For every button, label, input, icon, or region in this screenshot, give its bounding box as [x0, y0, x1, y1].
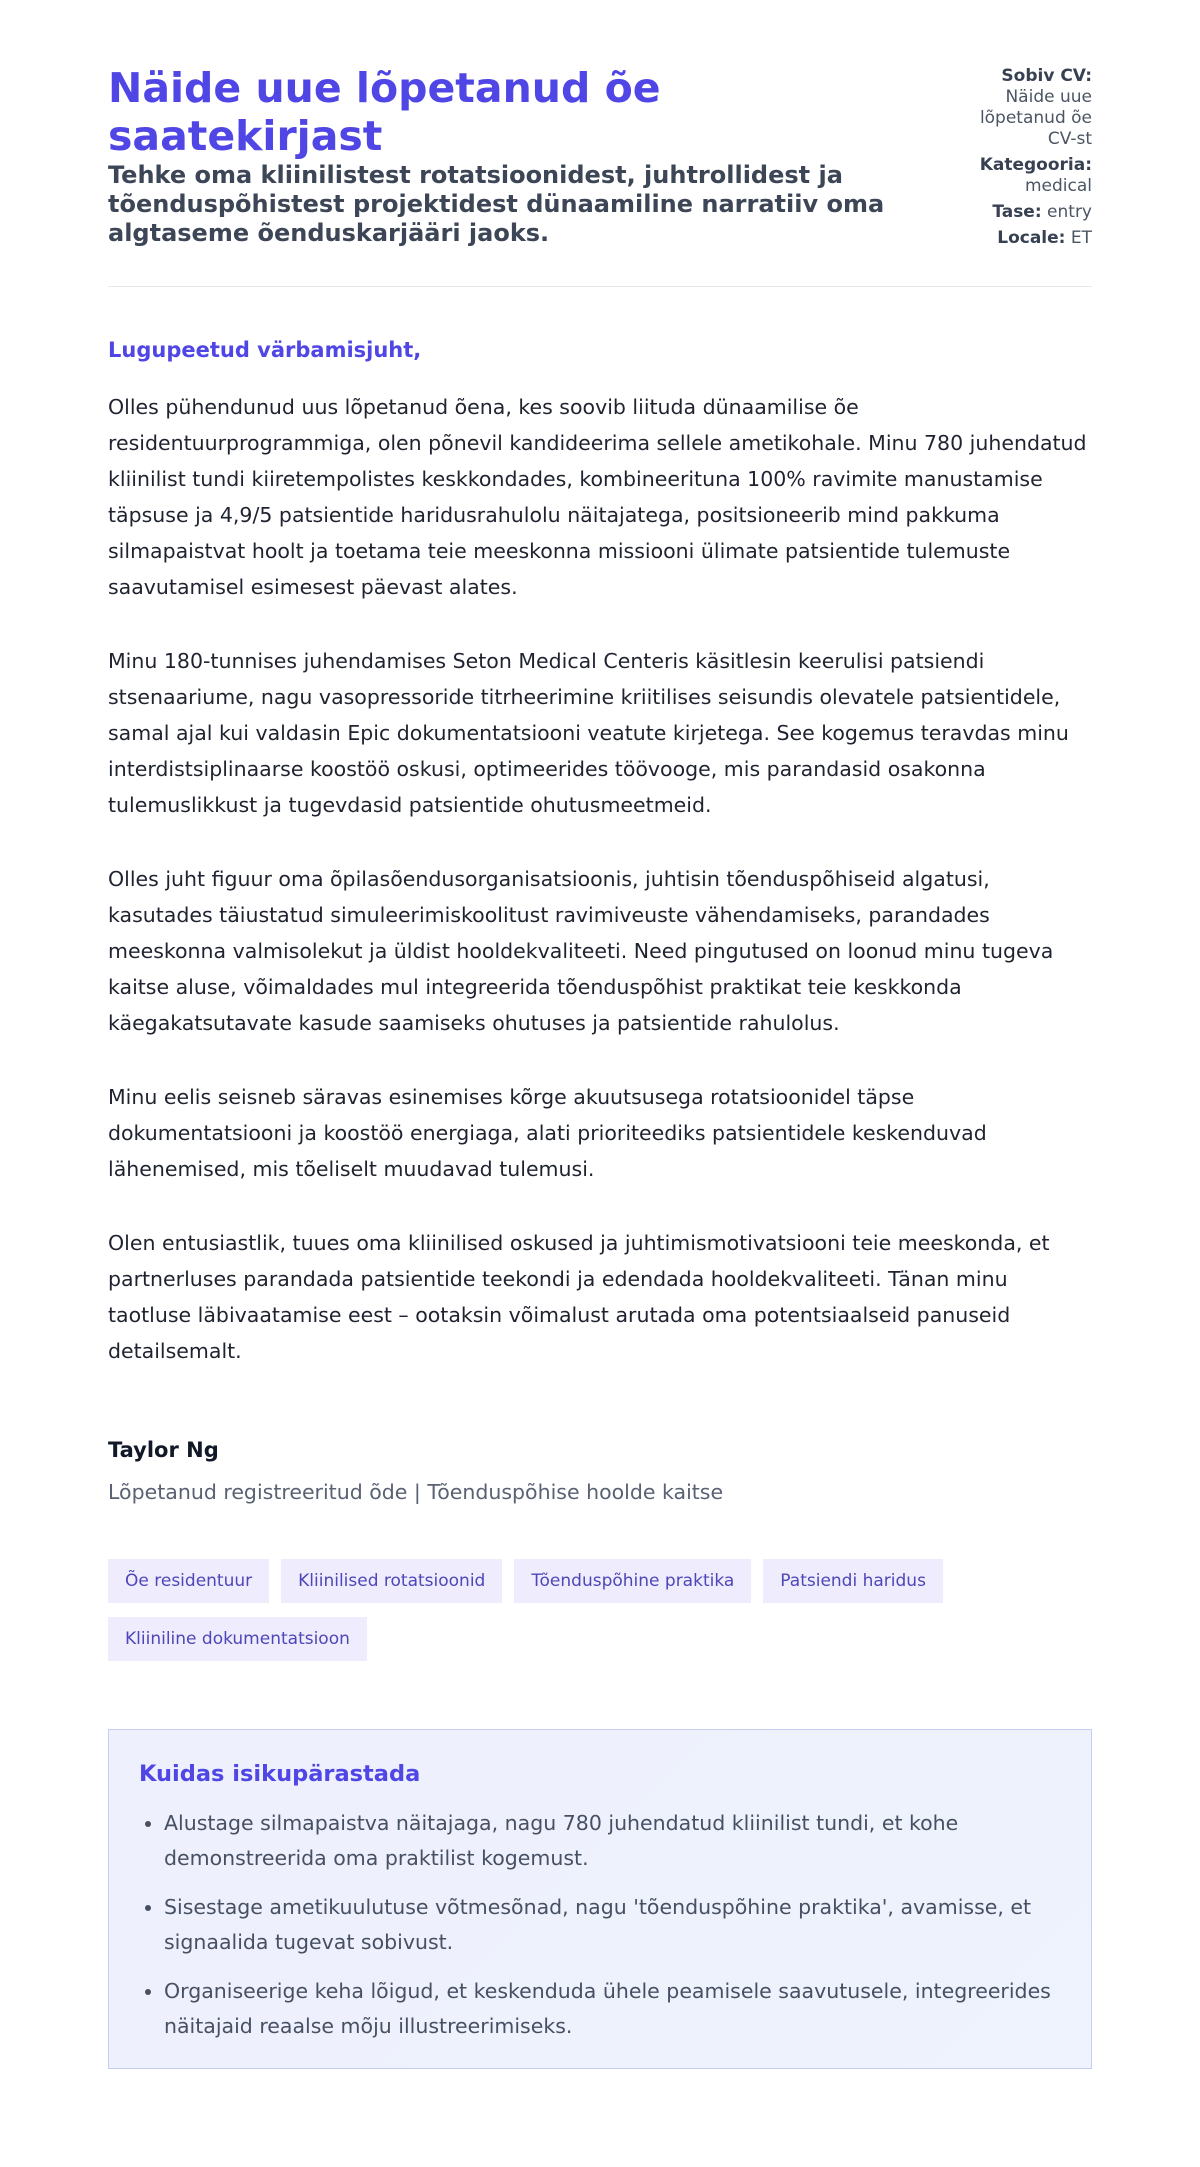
tag-chip: Tõenduspõhine praktika: [514, 1559, 751, 1603]
letter-paragraph-4: Minu eelis seisneb säravas esinemises kõrge akuutsusega rotatsioonidel täpse dokumentatsiooni ja koostöö energiaga, alati prioriteediks patsientidele keskenduvad lähenemised, mis tõeliselt muudavad tulemusi.: [108, 1085, 987, 1181]
personalize-tips-box: [108, 1729, 1092, 2069]
meta-panel: [952, 64, 1092, 254]
meta-level: [952, 202, 1092, 223]
header-divider: [108, 286, 1092, 287]
meta-locale-value: ET: [1070, 228, 1092, 248]
letter-greeting: Lugupeetud värbamisjuht,: [108, 338, 422, 362]
page-header: [108, 64, 1092, 254]
meta-cv: [952, 66, 1092, 150]
tag-list: [108, 1559, 1098, 1675]
tag-chip: Kliiniline dokumentatsioon: [108, 1617, 367, 1661]
letter-paragraph-1: Olles pühendunud uus lõpetanud õena, kes soovib liituda dünaamilise õe residentuurprogrammiga, olen põnevil kandideerima sellele ametikohale. Minu 780 juhendatud kliinilist tundi kiiretempolistes keskkondades, kombineerituna 100% ravimite manustamise täpsuse ja 4,9/5 patsientide haridusrahulolu näitajatega, positsioneerib mind pakkuma silmapaistvat hoolt ja toetama teie meeskonna missiooni ülimate patsientide tulemuste saavutamisel esimesest päevast alates.: [108, 395, 1087, 599]
tag-chip: Kliinilised rotatsioonid: [281, 1559, 502, 1603]
page-title: Näide uue lõpetanud õe saatekirjast: [108, 64, 661, 160]
page-subtitle: Tehke oma kliinilistest rotatsioonidest, juhtrollidest ja tõenduspõhistest projektidest dünaamiline narratiiv oma algtaseme õenduskarjääri jaoks.: [108, 161, 885, 247]
tip-item: • Organiseerige keha lõigud, et keskenduda ühele peamisele saavutusele, integreerides näitajaid reaalse mõju illustreerimiseks.: [164, 1974, 1061, 2044]
letter-paragraph-3: Olles juht figuur oma õpilasõendusorganisatsioonis, juhtisin tõenduspõhiseid algatusi, kasutades täiustatud simuleerimiskoolitust ravimivеuste vähendamiseks, parandades meeskonna valmisolekut ja üldist hooldekvaliteeti. Need pingutused on loonud minu tugeva kaitse aluse, võimaldades mul integreerida tõenduspõhist praktikat teie keskkonda käegakatsutavate kasude saamiseks ohutuses ja patsientide rahulolus.: [108, 867, 1054, 1035]
meta-level-value: entry: [1047, 202, 1092, 222]
meta-cv-label: Sobiv CV:: [1001, 66, 1092, 86]
meta-cv-value: Näide uue lõpetanud õe CV-st: [979, 87, 1092, 149]
signature-title: Lõpetanud registreeritud õde | Tõenduspõhise hoolde kaitse: [108, 1480, 724, 1504]
meta-category-value: medical: [1024, 176, 1092, 196]
tip-item: • Sisestage ametikuulutuse võtmesõnad, nagu 'tõenduspõhine praktika', avamisse, et signaalida tugevat sobivust.: [164, 1890, 1061, 1960]
meta-locale: [952, 228, 1092, 249]
signature-name: Taylor Ng: [108, 1438, 219, 1462]
tip-item: • Alustage silmapaistva näitajaga, nagu 780 juhendatud kliinilist tundi, et kohe demonstreerida oma praktilist kogemust.: [164, 1806, 1061, 1876]
letter-paragraph-5: Olen entusiastlik, tuues oma kliinilised oskused ja juhtimismotivatsiooni teie meeskonda, et partnerluses parandada patsientide teekondi ja edendada hooldekvaliteeti. Tänan minu taotluse läbivaatamise eest – ootaksin võimalust arutada oma potentsiaalseid panuseid detailsemalt.: [108, 1231, 1050, 1363]
letter-paragraph-2: Minu 180-tunnises juhendamises Seton Medical Centeris käsitlesin keerulisi patsiendi stsenaariume, nagu vasopressoride titrheerimine kriitilises seisundis olevatele patsientidele, samal ajal kui valdasin Epic dokumentatsiooni veatute kirjetega. See kogemus teravdas minu interdistsiplinaarse koostöö oskusi, optimeerides töövooge, mis parandasid osakonna tulemuslikkust ja tugevdasid patsientide ohutusmeetmeid.: [108, 649, 1069, 817]
meta-level-label: Tase:: [992, 202, 1042, 222]
meta-category: [952, 155, 1092, 197]
title-block: [108, 64, 928, 248]
meta-category-label: Kategooria:: [979, 155, 1092, 175]
tag-chip: Õe residentuur: [108, 1559, 269, 1603]
tag-chip: Patsiendi haridus: [763, 1559, 943, 1603]
meta-locale-label: Locale:: [997, 228, 1066, 248]
tips-title: Kuidas isikupärastada: [139, 1761, 421, 1787]
tips-list: [139, 1806, 1061, 2044]
